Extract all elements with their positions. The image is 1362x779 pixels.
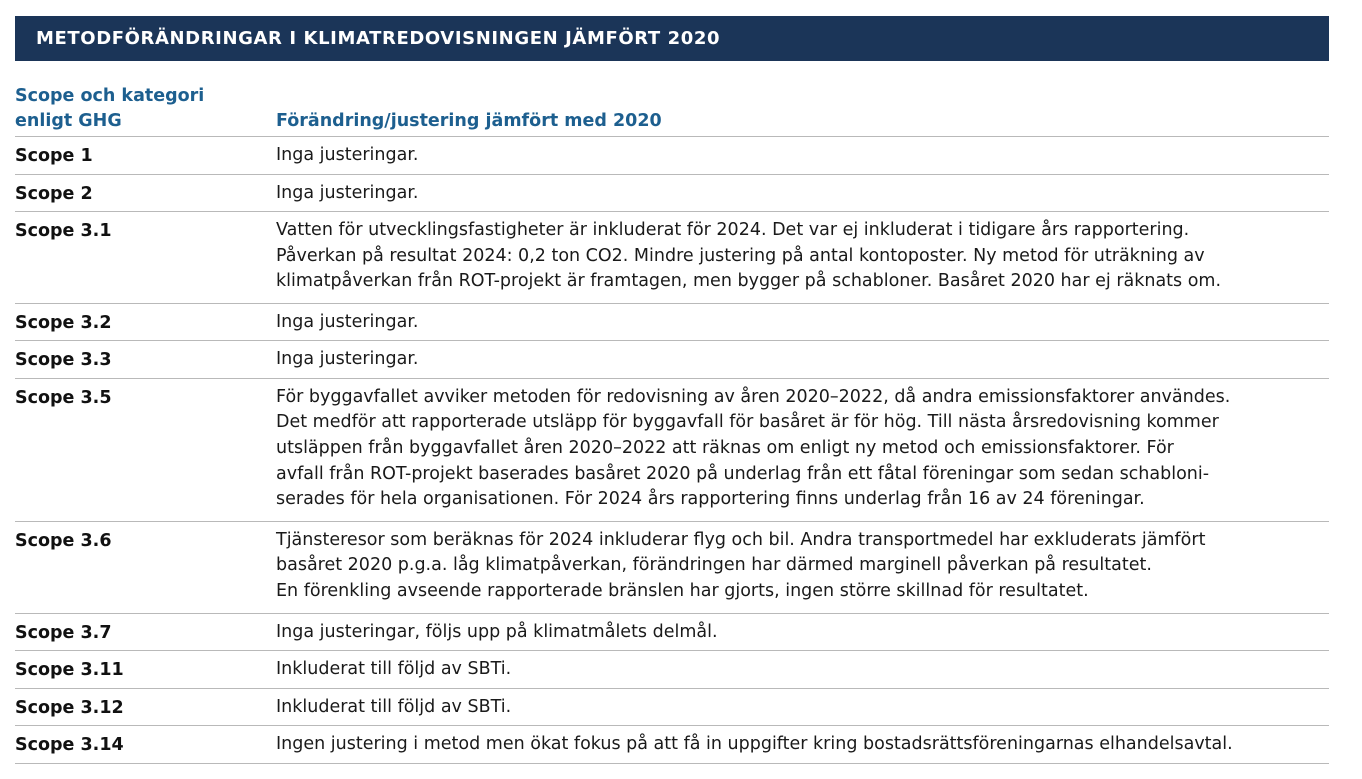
- table-row: [15, 212, 1329, 304]
- table-row: [15, 137, 1329, 175]
- description-line: Inkluderat till följd av SBTi.: [276, 696, 512, 717]
- scope-cell: Scope 3.12: [15, 697, 124, 718]
- description-line: Påverkan på resultat 2024: 0,2 ton CO2. Mindre justering på antal kontoposter. Ny metod för uträkning av: [276, 245, 1205, 266]
- change-description-cell: [276, 218, 1329, 295]
- table-row: [15, 689, 1329, 727]
- change-description-cell: [276, 181, 1329, 204]
- scope-cell: Scope 2: [15, 183, 93, 204]
- change-description-cell: [276, 620, 1329, 643]
- description-line: Inga justeringar.: [276, 182, 419, 203]
- description-line: Inga justeringar.: [276, 311, 419, 332]
- scope-cell: Scope 3.6: [15, 530, 112, 551]
- change-description-cell: [276, 695, 1329, 718]
- change-description-cell: [276, 732, 1329, 755]
- scope-column-header: [15, 84, 276, 134]
- method-changes-table: [15, 84, 1329, 764]
- table-row: [15, 522, 1329, 614]
- scope-cell: Scope 3.7: [15, 622, 112, 643]
- table-row: [15, 379, 1329, 522]
- table-row: [15, 726, 1329, 764]
- description-line: klimatpåverkan från ROT-projekt är framtagen, men bygger på schabloner. Basåret 2020 har ej räknats om.: [276, 271, 1222, 292]
- scope-cell: Scope 3.2: [15, 312, 112, 333]
- description-line: För byggavfallet avviker metoden för redovisning av åren 2020–2022, då andra emissionsfaktorer användes.: [276, 386, 1231, 407]
- table-body: [15, 137, 1329, 764]
- table-header: [15, 84, 1329, 137]
- change-description-cell: [276, 143, 1329, 166]
- description-line: avfall från ROT-projekt baserades basåret 2020 på underlag från ett fåtal föreningar som sedan schabloni-: [276, 463, 1210, 484]
- scope-header-line1: Scope och kategori: [15, 86, 205, 106]
- description-line: Ingen justering i metod men ökat fokus på att få in uppgifter kring bostadsrättsföreningarnas elhandelsavtal.: [276, 734, 1233, 755]
- page-title: METODFÖRÄNDRINGAR I KLIMATREDOVISNINGEN JÄMFÖRT 2020: [36, 28, 721, 49]
- description-line: Inkluderat till följd av SBTi.: [276, 659, 512, 680]
- table-row: [15, 175, 1329, 213]
- table-row: [15, 304, 1329, 342]
- description-line: Inga justeringar.: [276, 349, 419, 370]
- scope-cell: Scope 1: [15, 146, 93, 166]
- description-line: basåret 2020 p.g.a. låg klimatpåverkan, förändringen har därmed marginell påverkan på resultatet.: [276, 555, 1152, 576]
- scope-cell: Scope 3.5: [15, 387, 112, 408]
- description-line: Tjänsteresor som beräknas för 2024 inkluderar flyg och bil. Andra transportmedel har exkluderats jämfört: [276, 529, 1206, 550]
- table-row: [15, 614, 1329, 652]
- scope-cell: Scope 3.11: [15, 660, 124, 681]
- description-line: Inga justeringar.: [276, 145, 419, 165]
- change-description-cell: [276, 528, 1329, 605]
- description-line: Inga justeringar, följs upp på klimatmålets delmål.: [276, 621, 718, 642]
- change-description-cell: [276, 657, 1329, 680]
- description-line: En förenkling avseende rapporterade bränslen har gjorts, ingen större skillnad för resultatet.: [276, 580, 1089, 601]
- scope-cell: Scope 3.3: [15, 350, 112, 371]
- change-description-cell: [276, 310, 1329, 333]
- table-row: [15, 651, 1329, 689]
- table-row: [15, 341, 1329, 379]
- description-line: utsläppen från byggavfallet åren 2020–2022 att räknas om enligt ny metod och emissionsfaktorer. För: [276, 437, 1174, 458]
- title-bar: [15, 16, 1329, 61]
- change-description-cell: [276, 385, 1329, 513]
- description-line: Det medför att rapporterade utsläpp för byggavfall för basåret är för hög. Till nästa årsredovisning kommer: [276, 412, 1219, 433]
- scope-header-line2: enligt GHG: [15, 111, 122, 131]
- description-line: Vatten för utvecklingsfastigheter är inkluderat för 2024. Det var ej inkluderat i tidigare års rapportering.: [276, 220, 1190, 240]
- scope-cell: Scope 3.14: [15, 735, 124, 756]
- description-line: serades för hela organisationen. För 2024 års rapportering finns underlag från 16 av 24 föreningar.: [276, 489, 1145, 510]
- change-column-header: Förändring/justering jämfört med 2020: [276, 111, 662, 131]
- scope-cell: Scope 3.1: [15, 221, 112, 241]
- change-description-cell: [276, 347, 1329, 370]
